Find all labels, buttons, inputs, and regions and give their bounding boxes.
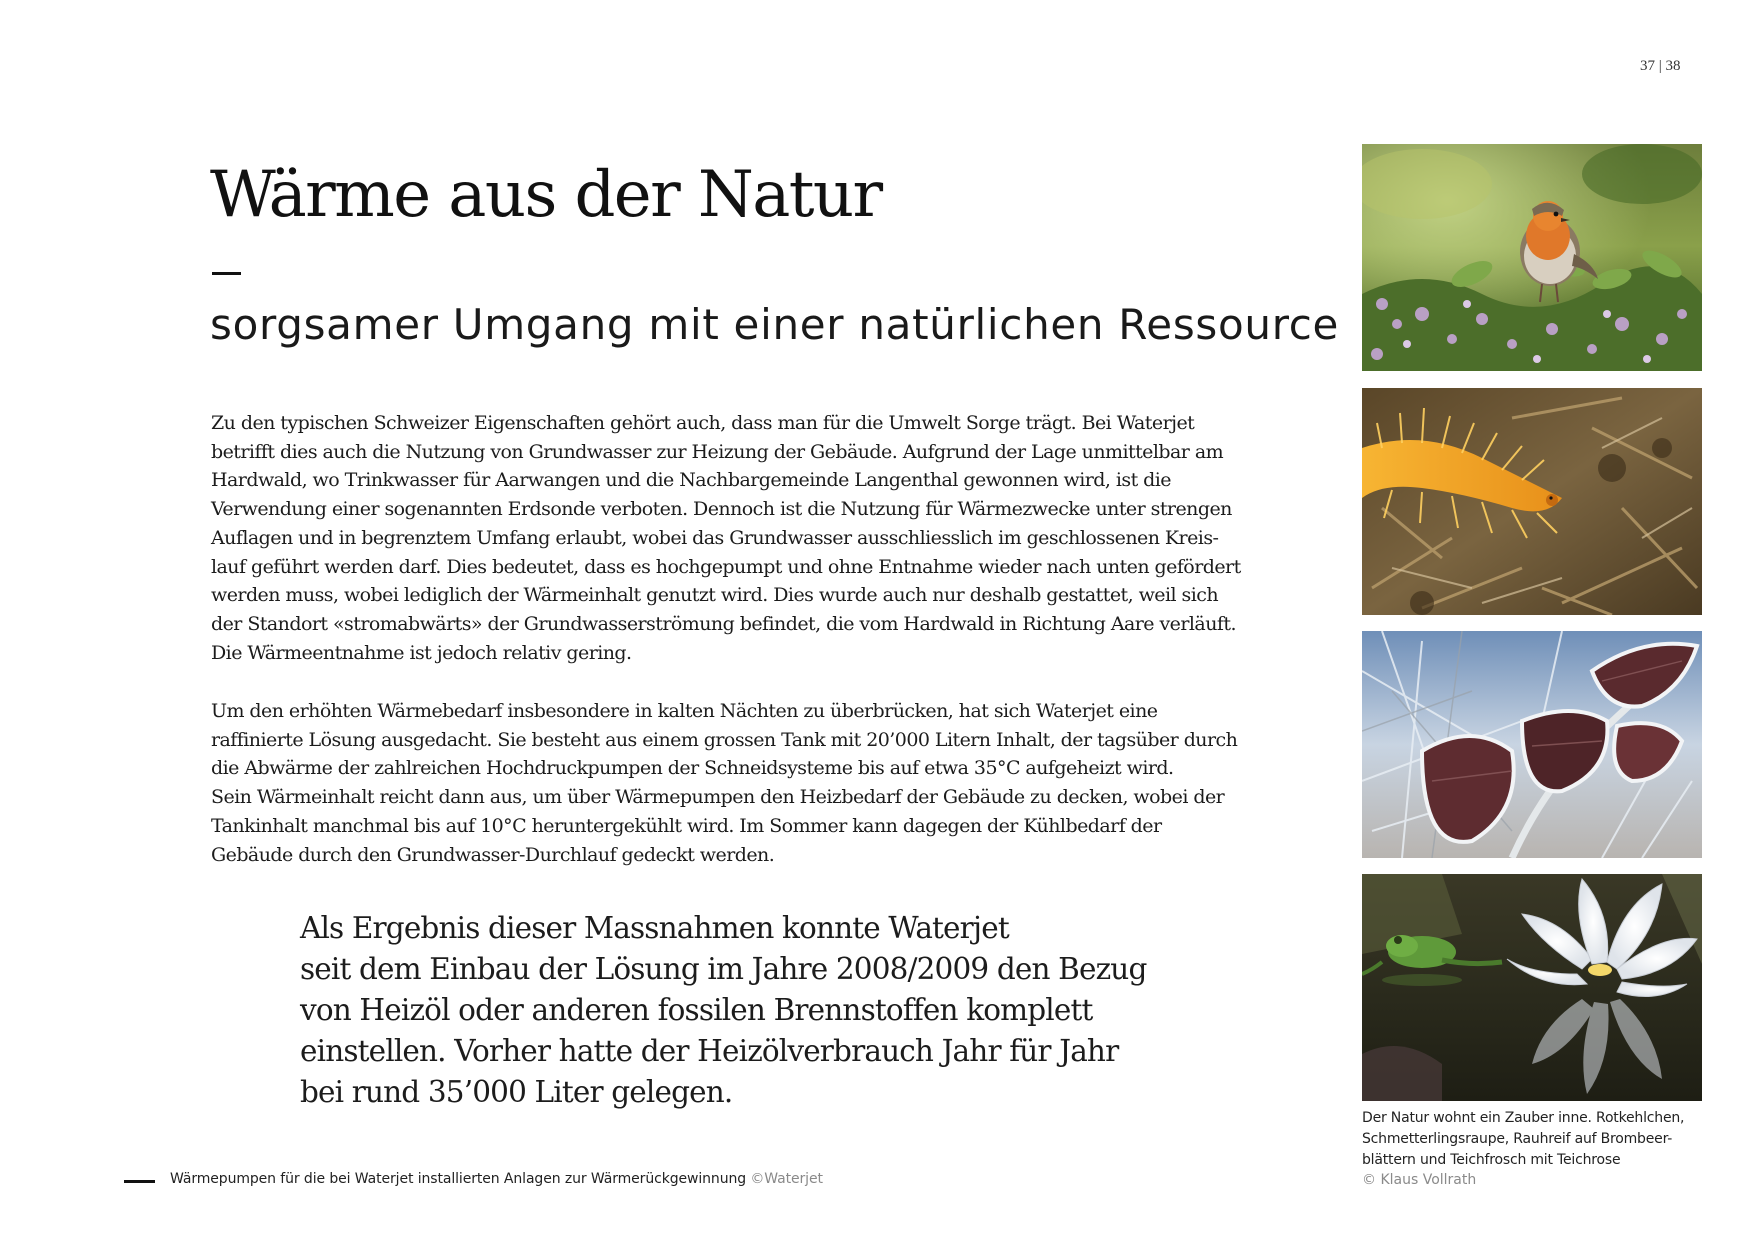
footer-rule bbox=[124, 1180, 155, 1183]
body-paragraph-1 bbox=[211, 409, 1241, 667]
paragraph-line: betrifft dies auch die Nutzung von Grundwasser zur Heizung der Gebäude. Aufgrund der Lage unmittelbar am bbox=[211, 440, 1224, 463]
paragraph-line: Auflagen und in begrenztem Umfang erlaubt, wobei das Grundwasser ausschliesslich im geschlossenen Kreis- bbox=[211, 526, 1219, 549]
paragraph-line: Die Wärmeentnahme ist jedoch relativ gering. bbox=[211, 641, 632, 664]
page-title: Wärme aus der Natur bbox=[210, 158, 882, 232]
pull-quote bbox=[300, 908, 1146, 1113]
title-dash bbox=[212, 272, 241, 275]
paragraph-line: raffinierte Lösung ausgedacht. Sie besteht aus einem grossen Tank mit 20’000 Litern Inhalt, der tagsüber durch bbox=[211, 728, 1238, 751]
paragraph-line: werden muss, wobei lediglich der Wärmeinhalt genutzt wird. Dies wurde auch nur deshalb gestattet, weil sich bbox=[211, 584, 1219, 607]
robin-photo bbox=[1362, 144, 1702, 371]
caption-line: blättern und Teichfrosch mit Teichrose bbox=[1362, 1152, 1621, 1168]
footer-credit: ©Waterjet bbox=[750, 1171, 823, 1187]
quote-line: bei rund 35’000 Liter gelegen. bbox=[300, 1075, 733, 1109]
frog-waterlily-photo bbox=[1362, 874, 1702, 1101]
frost-leaves-photo bbox=[1362, 631, 1702, 858]
caption-line: Schmetterlingsraupe, Rauhreif auf Brombeer- bbox=[1362, 1131, 1673, 1147]
page-number: 37 | 38 bbox=[1640, 58, 1681, 74]
photo-caption bbox=[1362, 1108, 1707, 1171]
caption-line: Der Natur wohnt ein Zauber inne. Rotkehlchen, bbox=[1362, 1110, 1685, 1126]
body-paragraph-2 bbox=[211, 697, 1237, 869]
quote-line: seit dem Einbau der Lösung im Jahre 2008/2009 den Bezug bbox=[300, 952, 1147, 986]
paragraph-line: lauf geführt werden darf. Dies bedeutet, dass es hochgepumpt und ohne Entnahme wieder nach unten gefördert bbox=[211, 555, 1241, 578]
paragraph-line: Tankinhalt manchmal bis auf 10°C heruntergekühlt wird. Im Sommer kann dagegen der Kühlbedarf der bbox=[211, 814, 1162, 837]
footer-caption-text: Wärmepumpen für die bei Waterjet installierten Anlagen zur Wärmerückgewinnung bbox=[170, 1171, 747, 1187]
quote-line: Als Ergebnis dieser Massnahmen konnte Waterjet bbox=[300, 911, 1009, 945]
quote-line: von Heizöl oder anderen fossilen Brennstoffen komplett bbox=[300, 993, 1093, 1027]
paragraph-line: die Abwärme der zahlreichen Hochdruckpumpen der Schneidsysteme bis auf etwa 35°C aufgeheizt wird. bbox=[211, 757, 1174, 780]
paragraph-line: Verwendung einer sogenannten Erdsonde verboten. Dennoch ist die Nutzung für Wärmezwecke unter strengen bbox=[211, 498, 1232, 521]
quote-line: einstellen. Vorher hatte der Heizölverbrauch Jahr für Jahr bbox=[300, 1034, 1119, 1068]
paragraph-line: Um den erhöhten Wärmebedarf insbesondere in kalten Nächten zu überbrücken, hat sich Waterjet eine bbox=[211, 700, 1158, 722]
paragraph-line: Gebäude durch den Grundwasser-Durchlauf gedeckt werden. bbox=[211, 843, 775, 866]
paragraph-line: Zu den typischen Schweizer Eigenschaften gehört auch, dass man für die Umwelt Sorge trägt. Bei Waterjet bbox=[211, 412, 1195, 434]
paragraph-line: Hardwald, wo Trinkwasser für Aarwangen und die Nachbargemeinde Langenthal gewonnen wird, ist die bbox=[211, 469, 1171, 492]
photo-credit: © Klaus Vollrath bbox=[1362, 1172, 1477, 1188]
paragraph-line: Sein Wärmeinhalt reicht dann aus, um über Wärmepumpen den Heizbedarf der Gebäude zu decken, wobei der bbox=[211, 786, 1225, 809]
footer-caption bbox=[170, 1171, 823, 1187]
paragraph-line: der Standort «stromabwärts» der Grundwasserströmung befindet, die vom Hardwald in Richtung Aare verläuft. bbox=[211, 612, 1236, 635]
page-subtitle: sorgsamer Umgang mit einer natürlichen Ressource bbox=[210, 300, 1340, 349]
caterpillar-photo bbox=[1362, 388, 1702, 615]
